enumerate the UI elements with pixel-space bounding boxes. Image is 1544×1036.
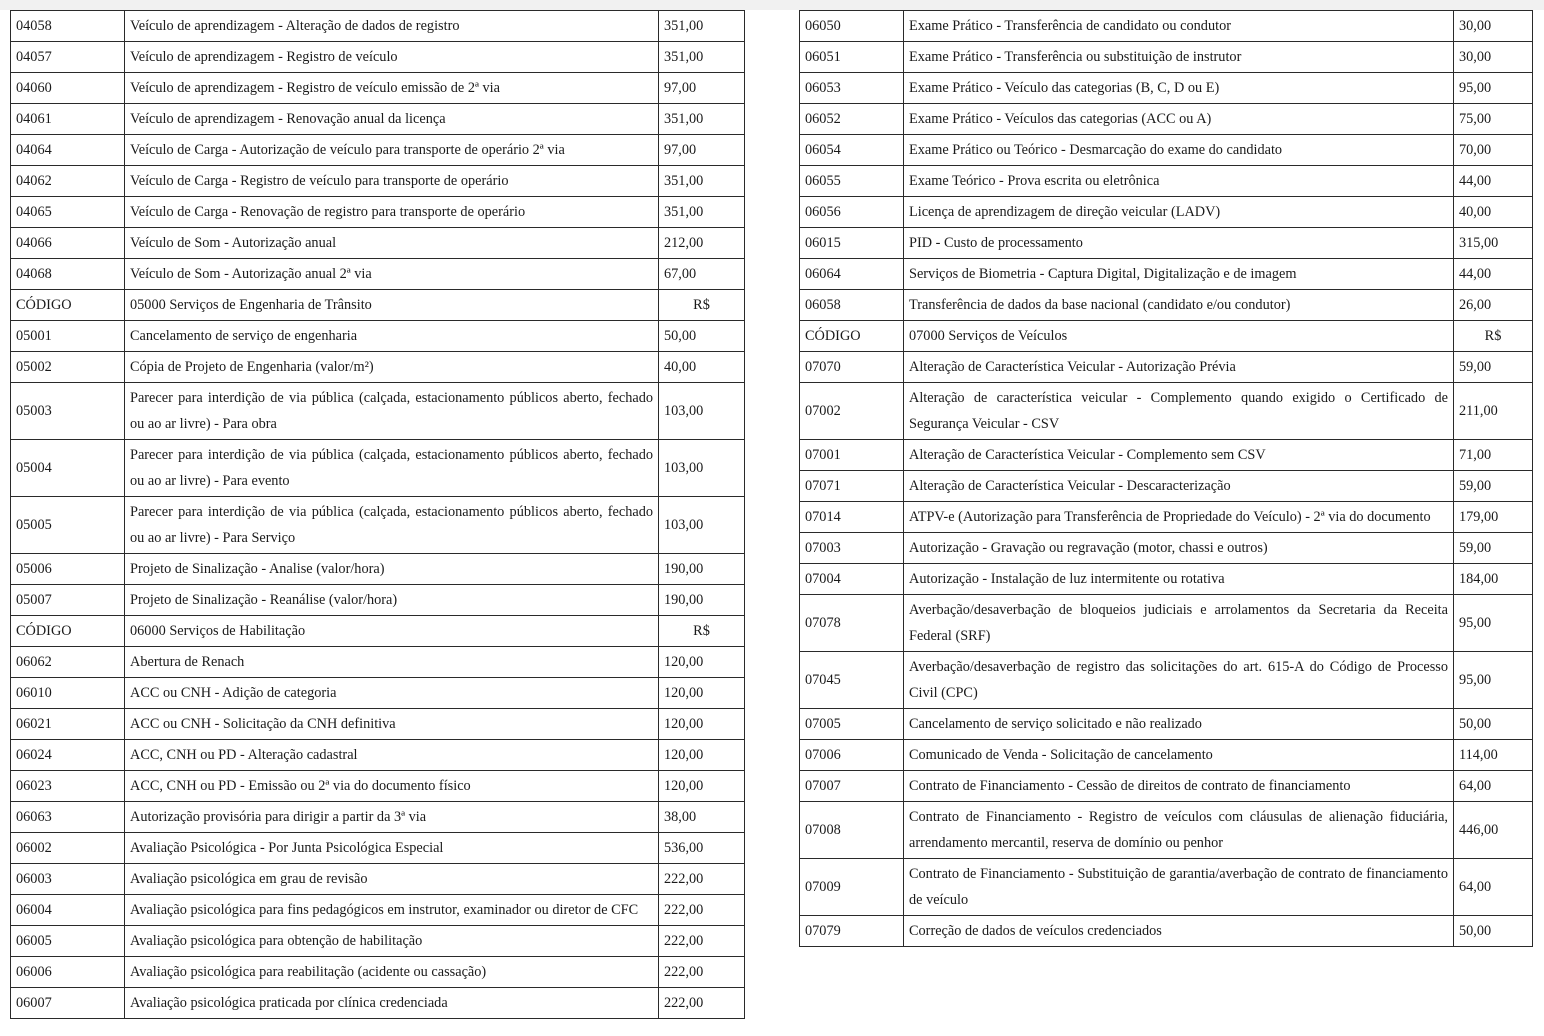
code-cell: 06051 (800, 42, 904, 73)
value-cell: 103,00 (659, 383, 745, 440)
code-cell: 04066 (11, 228, 125, 259)
code-cell: 06053 (800, 73, 904, 104)
description-cell: Autorização - Gravação ou regravação (motor, chassi e outros) (904, 533, 1454, 564)
table-row (800, 73, 1533, 104)
table-row (11, 926, 745, 957)
table-row (800, 228, 1533, 259)
value-cell: 64,00 (1454, 771, 1533, 802)
table-row (11, 259, 745, 290)
value-cell: 71,00 (1454, 440, 1533, 471)
code-cell: 06054 (800, 135, 904, 166)
description-cell: 05000 Serviços de Engenharia de Trânsito (125, 290, 659, 321)
table-row (11, 497, 745, 554)
value-cell: 446,00 (1454, 802, 1533, 859)
table-row (11, 957, 745, 988)
code-cell: 06005 (11, 926, 125, 957)
description-cell: Exame Prático - Veículo das categorias (B, C, D ou E) (904, 73, 1454, 104)
currency-cell: R$ (659, 616, 745, 647)
value-cell: 30,00 (1454, 42, 1533, 73)
value-cell: 40,00 (1454, 197, 1533, 228)
code-cell: 06003 (11, 864, 125, 895)
value-cell: 212,00 (659, 228, 745, 259)
description-cell: 07000 Serviços de Veículos (904, 321, 1454, 352)
description-cell: Transferência de dados da base nacional (candidato e/ou condutor) (904, 290, 1454, 321)
value-cell: 64,00 (1454, 859, 1533, 916)
value-cell: 351,00 (659, 42, 745, 73)
value-cell: 120,00 (659, 647, 745, 678)
table-row (11, 383, 745, 440)
value-cell: 120,00 (659, 771, 745, 802)
description-cell: Contrato de Financiamento - Cessão de direitos de contrato de financiamento (904, 771, 1454, 802)
value-cell: 75,00 (1454, 104, 1533, 135)
code-cell: 06024 (11, 740, 125, 771)
code-cell: 06052 (800, 104, 904, 135)
table-row (11, 895, 745, 926)
table-row (800, 595, 1533, 652)
code-cell: 06050 (800, 11, 904, 42)
table-row (11, 740, 745, 771)
description-cell: Veículo de aprendizagem - Registro de veículo (125, 42, 659, 73)
table-row (800, 135, 1533, 166)
code-cell: 07045 (800, 652, 904, 709)
description-cell: ACC ou CNH - Adição de categoria (125, 678, 659, 709)
table-row (11, 42, 745, 73)
code-cell: 06023 (11, 771, 125, 802)
value-cell: 70,00 (1454, 135, 1533, 166)
code-cell: 06064 (800, 259, 904, 290)
code-cell: 04058 (11, 11, 125, 42)
description-cell: Averbação/desaverbação de registro das solicitações do art. 615-A do Código de Processo Civil (CPC) (904, 652, 1454, 709)
description-cell: Veículo de aprendizagem - Registro de veículo emissão de 2ª via (125, 73, 659, 104)
description-cell: Parecer para interdição de via pública (calçada, estacionamento públicos aberto, fechado ou ao ar livre) - Para evento (125, 440, 659, 497)
code-cell: 04062 (11, 166, 125, 197)
code-cell: 07008 (800, 802, 904, 859)
table-row (800, 740, 1533, 771)
value-cell: 44,00 (1454, 166, 1533, 197)
description-cell: Veículo de Carga - Renovação de registro para transporte de operário (125, 197, 659, 228)
table-row (11, 352, 745, 383)
currency-cell: R$ (659, 290, 745, 321)
code-cell: 07014 (800, 502, 904, 533)
code-cell: 07003 (800, 533, 904, 564)
value-cell: 59,00 (1454, 352, 1533, 383)
description-cell: Correção de dados de veículos credenciados (904, 916, 1454, 947)
value-cell: 44,00 (1454, 259, 1533, 290)
description-cell: Veículo de aprendizagem - Alteração de dados de registro (125, 11, 659, 42)
value-cell: 50,00 (659, 321, 745, 352)
description-cell: Veículo de Som - Autorização anual 2ª via (125, 259, 659, 290)
description-cell: Serviços de Biometria - Captura Digital, Digitalização e de imagem (904, 259, 1454, 290)
table-row (11, 771, 745, 802)
code-cell: CÓDIGO (11, 616, 125, 647)
fee-table-right (799, 10, 1533, 947)
value-cell: 30,00 (1454, 11, 1533, 42)
description-cell: Cancelamento de serviço de engenharia (125, 321, 659, 352)
value-cell: 40,00 (659, 352, 745, 383)
code-cell: 06062 (11, 647, 125, 678)
description-cell: Avaliação Psicológica - Por Junta Psicológica Especial (125, 833, 659, 864)
section-header-row (11, 290, 745, 321)
table-row (800, 352, 1533, 383)
table-row (800, 771, 1533, 802)
table-row (11, 585, 745, 616)
table-row (800, 502, 1533, 533)
description-cell: Avaliação psicológica para obtenção de habilitação (125, 926, 659, 957)
table-row (11, 166, 745, 197)
table-row (800, 383, 1533, 440)
code-cell: 06006 (11, 957, 125, 988)
description-cell: Exame Teórico - Prova escrita ou eletrônica (904, 166, 1454, 197)
code-cell: 06015 (800, 228, 904, 259)
description-cell: Alteração de característica veicular - Complemento quando exigido o Certificado de Segurança Veicular - CSV (904, 383, 1454, 440)
table-row (800, 259, 1533, 290)
code-cell: 07071 (800, 471, 904, 502)
table-row (11, 647, 745, 678)
code-cell: 05001 (11, 321, 125, 352)
value-cell: 179,00 (1454, 502, 1533, 533)
code-cell: 07002 (800, 383, 904, 440)
description-cell: ACC ou CNH - Solicitação da CNH definitiva (125, 709, 659, 740)
code-cell: 07070 (800, 352, 904, 383)
table-row (800, 290, 1533, 321)
description-cell: Projeto de Sinalização - Analise (valor/hora) (125, 554, 659, 585)
table-row (11, 833, 745, 864)
value-cell: 222,00 (659, 926, 745, 957)
description-cell: Contrato de Financiamento - Substituição de garantia/averbação de contrato de financiamento de veículo (904, 859, 1454, 916)
description-cell: ACC, CNH ou PD - Emissão ou 2ª via do documento físico (125, 771, 659, 802)
table-row (800, 859, 1533, 916)
description-cell: Alteração de Característica Veicular - Complemento sem CSV (904, 440, 1454, 471)
code-cell: 04064 (11, 135, 125, 166)
value-cell: 67,00 (659, 259, 745, 290)
table-row (11, 440, 745, 497)
code-cell: CÓDIGO (800, 321, 904, 352)
table-row (800, 916, 1533, 947)
table-row (800, 802, 1533, 859)
currency-cell: R$ (1454, 321, 1533, 352)
table-row (800, 533, 1533, 564)
code-cell: 05004 (11, 440, 125, 497)
table-row (11, 11, 745, 42)
description-cell: Avaliação psicológica para reabilitação (acidente ou cassação) (125, 957, 659, 988)
table-row (11, 228, 745, 259)
value-cell: 211,00 (1454, 383, 1533, 440)
code-cell: 05003 (11, 383, 125, 440)
code-cell: 07009 (800, 859, 904, 916)
value-cell: 351,00 (659, 166, 745, 197)
code-cell: 07006 (800, 740, 904, 771)
code-cell: 06063 (11, 802, 125, 833)
table-row (800, 11, 1533, 42)
description-cell: Avaliação psicológica praticada por clínica credenciada (125, 988, 659, 1019)
table-row (800, 652, 1533, 709)
table-row (11, 864, 745, 895)
section-header-row (11, 616, 745, 647)
value-cell: 59,00 (1454, 471, 1533, 502)
code-cell: 04061 (11, 104, 125, 135)
table-row (800, 42, 1533, 73)
code-cell: CÓDIGO (11, 290, 125, 321)
value-cell: 222,00 (659, 988, 745, 1019)
table-row (800, 564, 1533, 595)
table-row (11, 678, 745, 709)
value-cell: 351,00 (659, 104, 745, 135)
value-cell: 120,00 (659, 740, 745, 771)
code-cell: 07004 (800, 564, 904, 595)
code-cell: 04068 (11, 259, 125, 290)
value-cell: 120,00 (659, 709, 745, 740)
code-cell: 07078 (800, 595, 904, 652)
code-cell: 07007 (800, 771, 904, 802)
description-cell: Cancelamento de serviço solicitado e não realizado (904, 709, 1454, 740)
value-cell: 26,00 (1454, 290, 1533, 321)
description-cell: Cópia de Projeto de Engenharia (valor/m²) (125, 352, 659, 383)
value-cell: 95,00 (1454, 595, 1533, 652)
value-cell: 95,00 (1454, 652, 1533, 709)
description-cell: Veículo de aprendizagem - Renovação anual da licença (125, 104, 659, 135)
code-cell: 05006 (11, 554, 125, 585)
description-cell: PID - Custo de processamento (904, 228, 1454, 259)
description-cell: Parecer para interdição de via pública (calçada, estacionamento públicos aberto, fechado ou ao ar livre) - Para obra (125, 383, 659, 440)
code-cell: 05005 (11, 497, 125, 554)
description-cell: Exame Prático - Transferência de candidato ou condutor (904, 11, 1454, 42)
value-cell: 38,00 (659, 802, 745, 833)
description-cell: Veículo de Som - Autorização anual (125, 228, 659, 259)
table-row (11, 135, 745, 166)
code-cell: 06021 (11, 709, 125, 740)
value-cell: 97,00 (659, 73, 745, 104)
description-cell: Comunicado de Venda - Solicitação de cancelamento (904, 740, 1454, 771)
code-cell: 06007 (11, 988, 125, 1019)
page-bottom-fade (0, 1030, 1544, 1036)
table-row (11, 709, 745, 740)
value-cell: 351,00 (659, 197, 745, 228)
value-cell: 103,00 (659, 440, 745, 497)
table-row (11, 554, 745, 585)
table-row (11, 197, 745, 228)
value-cell: 114,00 (1454, 740, 1533, 771)
value-cell: 315,00 (1454, 228, 1533, 259)
table-row (800, 166, 1533, 197)
code-cell: 06002 (11, 833, 125, 864)
description-cell: 06000 Serviços de Habilitação (125, 616, 659, 647)
value-cell: 222,00 (659, 895, 745, 926)
description-cell: Alteração de Característica Veicular - Autorização Prévia (904, 352, 1454, 383)
code-cell: 04057 (11, 42, 125, 73)
value-cell: 190,00 (659, 585, 745, 616)
table-row (800, 197, 1533, 228)
value-cell: 95,00 (1454, 73, 1533, 104)
table-row (800, 709, 1533, 740)
description-cell: ACC, CNH ou PD - Alteração cadastral (125, 740, 659, 771)
table-row (11, 73, 745, 104)
code-cell: 06056 (800, 197, 904, 228)
description-cell: Licença de aprendizagem de direção veicular (LADV) (904, 197, 1454, 228)
code-cell: 06058 (800, 290, 904, 321)
description-cell: Parecer para interdição de via pública (calçada, estacionamento públicos aberto, fechado ou ao ar livre) - Para Serviço (125, 497, 659, 554)
description-cell: Averbação/desaverbação de bloqueios judiciais e arrolamentos da Secretaria da Receita Federal (SRF) (904, 595, 1454, 652)
description-cell: Autorização provisória para dirigir a partir da 3ª via (125, 802, 659, 833)
table-row (11, 802, 745, 833)
description-cell: Projeto de Sinalização - Reanálise (valor/hora) (125, 585, 659, 616)
code-cell: 06004 (11, 895, 125, 926)
description-cell: Exame Prático - Transferência ou substituição de instrutor (904, 42, 1454, 73)
description-cell: Avaliação psicológica para fins pedagógicos em instrutor, examinador ou diretor de CFC (125, 895, 659, 926)
value-cell: 97,00 (659, 135, 745, 166)
value-cell: 536,00 (659, 833, 745, 864)
fee-table-left (10, 10, 745, 1019)
value-cell: 50,00 (1454, 709, 1533, 740)
table-row (11, 988, 745, 1019)
value-cell: 190,00 (659, 554, 745, 585)
code-cell: 06010 (11, 678, 125, 709)
description-cell: Alteração de Característica Veicular - Descaracterização (904, 471, 1454, 502)
code-cell: 07079 (800, 916, 904, 947)
viewer-top-strip (0, 0, 1544, 10)
table-row (800, 440, 1533, 471)
description-cell: Exame Prático - Veículos das categorias (ACC ou A) (904, 104, 1454, 135)
code-cell: 06055 (800, 166, 904, 197)
value-cell: 59,00 (1454, 533, 1533, 564)
table-row (11, 321, 745, 352)
value-cell: 120,00 (659, 678, 745, 709)
description-cell: ATPV-e (Autorização para Transferência de Propriedade do Veículo) - 2ª via do documento (904, 502, 1454, 533)
value-cell: 222,00 (659, 864, 745, 895)
description-cell: Contrato de Financiamento - Registro de veículos com cláusulas de alienação fiduciária, arrendamento mercantil, reserva de domínio ou penhor (904, 802, 1454, 859)
code-cell: 07001 (800, 440, 904, 471)
code-cell: 04060 (11, 73, 125, 104)
code-cell: 05007 (11, 585, 125, 616)
value-cell: 103,00 (659, 497, 745, 554)
code-cell: 04065 (11, 197, 125, 228)
code-cell: 05002 (11, 352, 125, 383)
value-cell: 50,00 (1454, 916, 1533, 947)
table-row (800, 471, 1533, 502)
table-row (800, 104, 1533, 135)
description-cell: Veículo de Carga - Autorização de veículo para transporte de operário 2ª via (125, 135, 659, 166)
description-cell: Avaliação psicológica em grau de revisão (125, 864, 659, 895)
description-cell: Abertura de Renach (125, 647, 659, 678)
description-cell: Autorização - Instalação de luz intermitente ou rotativa (904, 564, 1454, 595)
description-cell: Exame Prático ou Teórico - Desmarcação do exame do candidato (904, 135, 1454, 166)
value-cell: 184,00 (1454, 564, 1533, 595)
description-cell: Veículo de Carga - Registro de veículo para transporte de operário (125, 166, 659, 197)
value-cell: 222,00 (659, 957, 745, 988)
table-row (11, 104, 745, 135)
code-cell: 07005 (800, 709, 904, 740)
value-cell: 351,00 (659, 11, 745, 42)
section-header-row (800, 321, 1533, 352)
